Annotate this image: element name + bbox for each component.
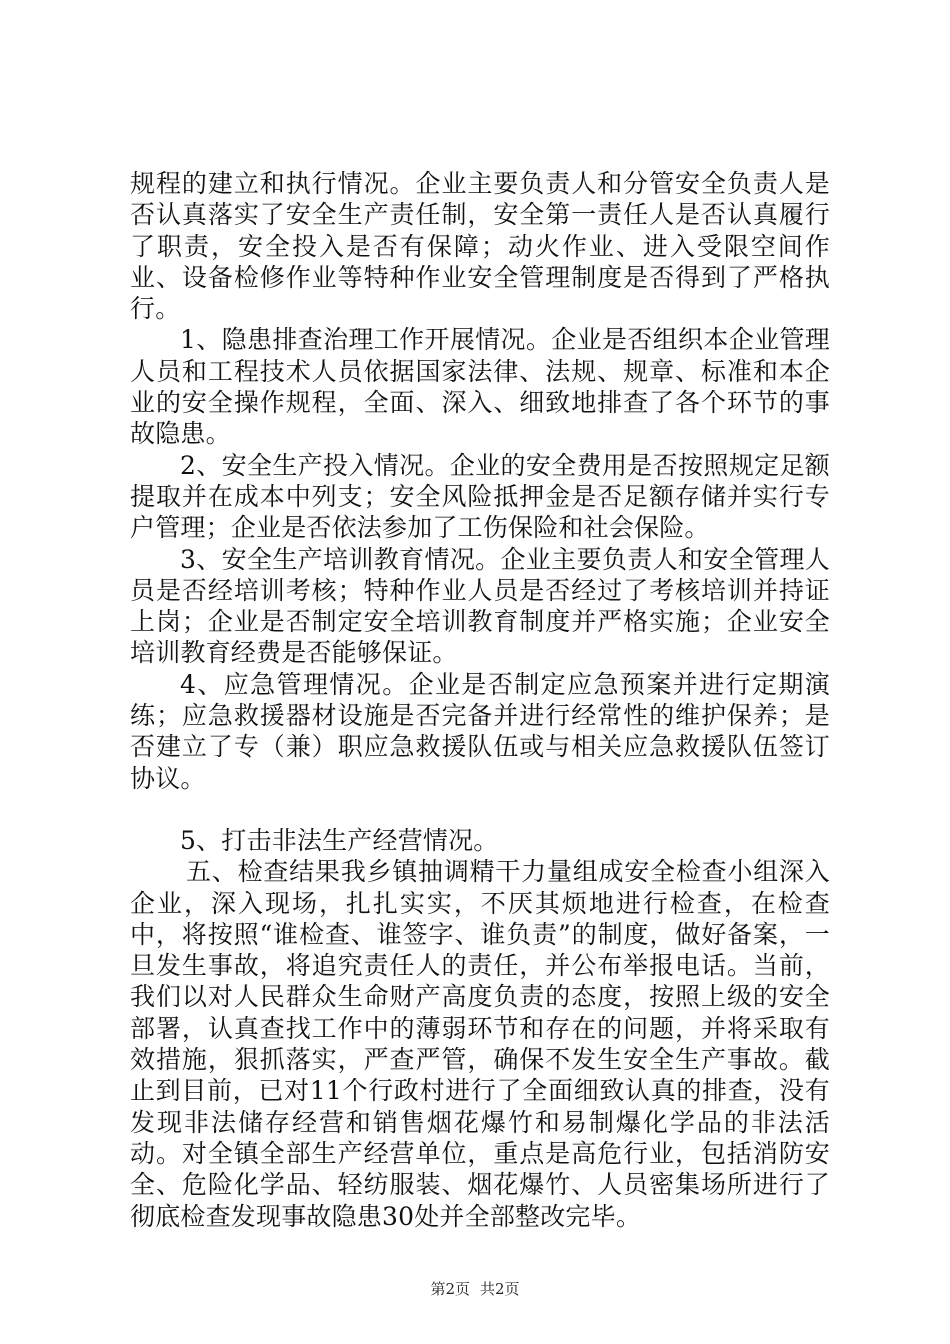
paragraph-item-1: 1、隐患排查治理工作开展情况。企业是否组织本企业管理人员和工程技术人员依据国家法律、法规、规章、标准和本企业的安全操作规程，全面、深入、细致地排查了各个环节的事故隐患。 [130, 325, 830, 449]
page-number-total: 共2页 [480, 1280, 520, 1298]
document-body [130, 168, 830, 1232]
paragraph-section-5-results: 五、检查结果我乡镇抽调精干力量组成安全检查小组深入企业，深入现场，扎扎实实，不厌其烦地进行检查，在检查中，将按照“谁检查、谁签字、谁负责”的制度，做好备案，一旦发生事故，将追究责任人的责任，并公布举报电话。当前，我们以对人民群众生命财产高度负责的态度，按照上级的安全部署，认真查找工作中的薄弱环节和存在的问题，并将采取有效措施，狠抓落实，严查严管，确保不发生安全生产事故。截止到目前，已对11个行政村进行了全面细致认真的排查，没有发现非法储存经营和销售烟花爆竹和易制爆化学品的非法活动。对全镇全部生产经营单位，重点是高危行业，包括消防安全、危险化学品、轻纺服装、烟花爆竹、人员密集场所进行了彻底检查发现事故隐患30处并全部整改完毕。 [130, 857, 830, 1231]
page-number-current: 第2页 [430, 1280, 470, 1298]
paragraph-item-2: 2、安全生产投入情况。企业的安全费用是否按照规定足额提取并在成本中列支；安全风险抵押金是否足额存储并实行专户管理；企业是否依法参加了工伤保险和社会保险。 [130, 450, 830, 543]
paragraph-item-4: 4、应急管理情况。企业是否制定应急预案并进行定期演练；应急救援器材设施是否完备并进行经常性的维护保养；是否建立了专（兼）职应急救援队伍或与相关应急救援队伍签订协议。 [130, 669, 830, 793]
page-footer [0, 1279, 950, 1299]
paragraph-item-3: 3、安全生产培训教育情况。企业主要负责人和安全管理人员是否经培训考核；特种作业人员是否经过了考核培训并持证上岗；企业是否制定安全培训教育制度并严格实施；企业安全培训教育经费是否能够保证。 [130, 544, 830, 668]
paragraph-continuation: 规程的建立和执行情况。企业主要负责人和分管安全负责人是否认真落实了安全生产责任制，安全第一责任人是否认真履行了职责，安全投入是否有保障；动火作业、进入受限空间作业、设备检修作业等特种作业安全管理制度是否得到了严格执行。 [130, 169, 830, 324]
paragraph-item-5: 5、打击非法生产经营情况。 [180, 825, 499, 855]
